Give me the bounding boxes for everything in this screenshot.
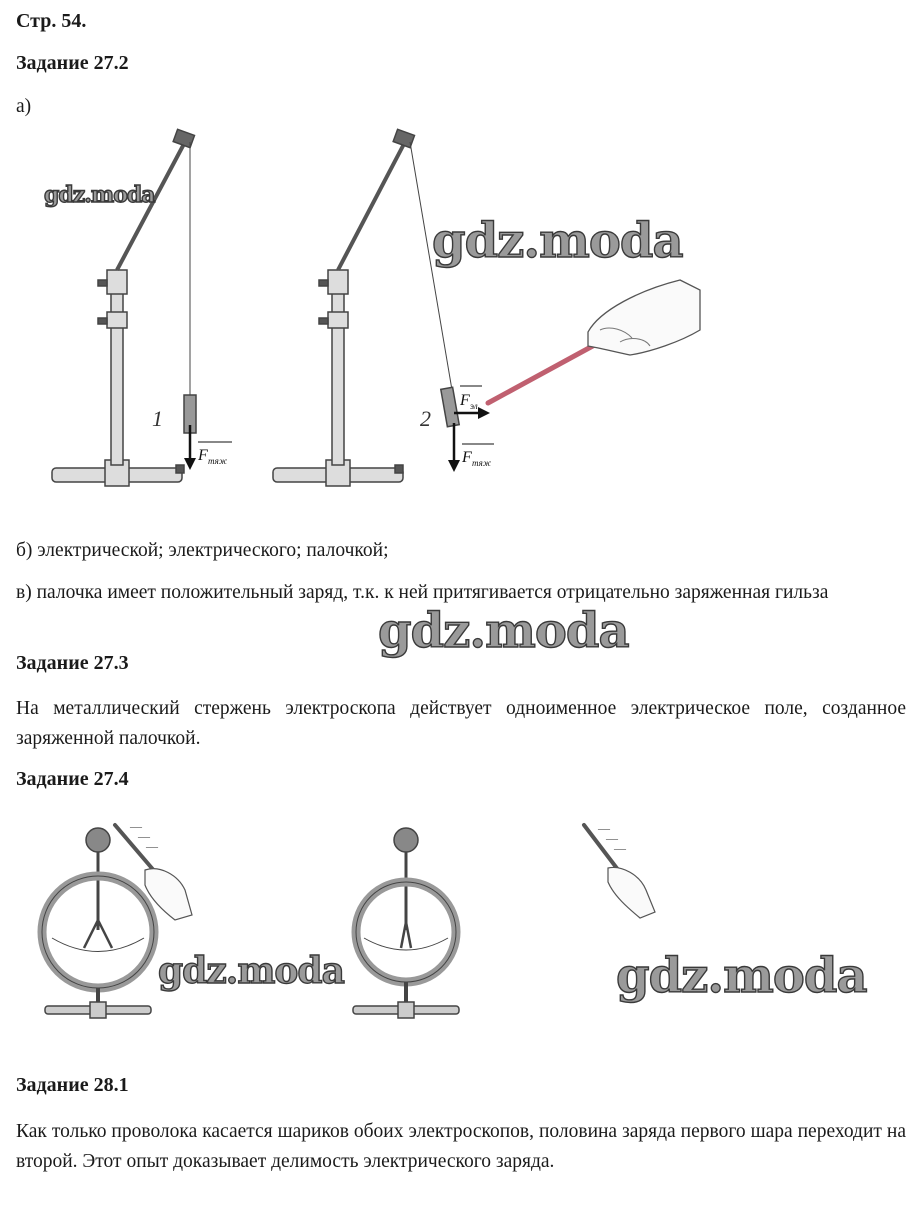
task-27-2-title: Задание 27.2 [16,52,129,74]
electric-sub-2: эл [470,401,478,411]
task-28-1-text: Как только проволока касается шариков обоих электроскопов, половина заряда первого шара переходит на второй. Этот опыт доказывает делимость электрического заряда. [16,1121,906,1172]
electroscope-2-illustration [353,828,459,1018]
svg-text:—: — [130,819,142,833]
electric-force-2 [454,386,490,419]
watermark-medium: gdz.moda [158,950,344,992]
svg-text:—: — [138,829,150,843]
svg-text:—: — [606,831,618,845]
stand-2-illustration [273,129,459,486]
watermark-large-3: gdz.moda [616,948,867,1004]
electroscope-1-illustration [42,828,154,1018]
electric-label-2: F [460,392,470,409]
svg-text:—: — [598,821,610,835]
gravity-sub-1: тяж [208,456,228,466]
gravity-force-2 [448,423,494,472]
part-b-text: б) электрической; электрического; палочкой; [16,540,389,561]
task-27-4-title: Задание 27.4 [16,768,129,790]
label-2: 2 [420,406,431,431]
page-ref: Стр. 54. [16,10,87,32]
task-28-1-title: Задание 28.1 [16,1074,129,1096]
gravity-label-2: F [462,449,472,466]
gravity-force-1 [184,425,232,470]
part-a-label: а) [16,96,32,117]
task-27-3-title: Задание 27.3 [16,652,129,674]
task-27-3-text: На металлический стержень электроскопа действует одноименное электрическое поле, созданное заряженной палочкой. [16,698,906,749]
label-1: 1 [152,406,163,431]
svg-text:—: — [614,841,626,855]
gravity-label-1: F [198,447,208,464]
watermark-large-2: gdz.moda [378,603,629,659]
charged-rod-1-with-hand [115,819,192,920]
part-c-text: в) палочка имеет положительный заряд, т.к. к ней притягивается отрицательно заряженная гильза [16,582,829,603]
gravity-sub-2: тяж [472,458,492,468]
watermark-large-1: gdz.moda [432,213,683,269]
charged-rod-with-hand [488,280,700,403]
charged-rod-2-with-hand [584,821,655,918]
figure-27-2 [0,120,921,500]
watermark-small-1: gdz.moda [44,182,155,208]
svg-text:—: — [146,839,158,853]
